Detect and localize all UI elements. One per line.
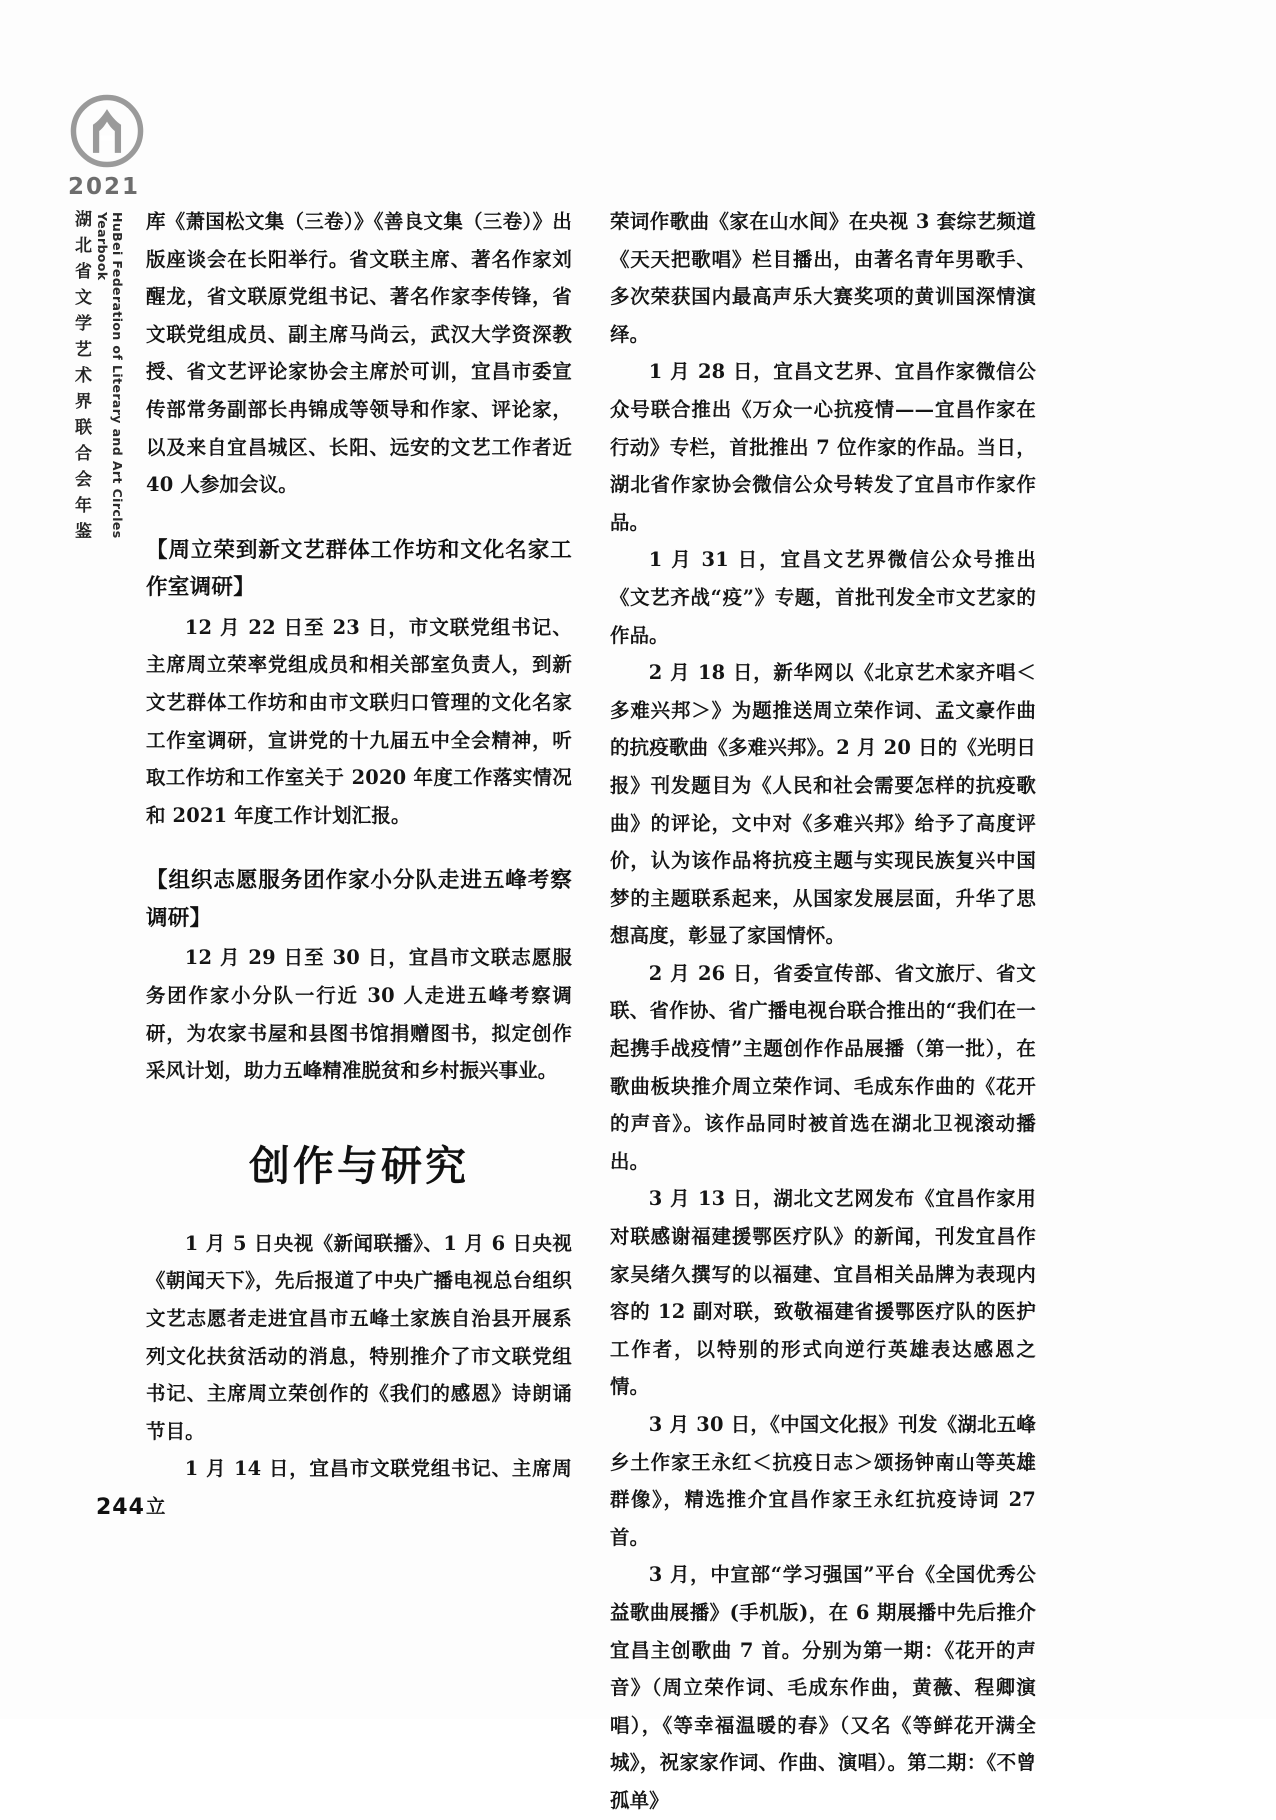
right-paragraph: 3 月 30 日，《中国文化报》刊发《湖北五峰乡土作家王永红＜抗疫日志＞颂扬钟南山等英雄群像》，精选推介宜昌作家王永红抗疫诗词 27 首。 [610, 1413, 1036, 1549]
part-title: 创作与研究 [249, 1141, 469, 1190]
section-heading-volunteer-team: 【组织志愿服务团作家小分队走进五峰考察调研】 [146, 868, 572, 931]
section-body-volunteer-team: 12 月 29 日至 30 日，宜昌市文联志愿服务团作家小分队一行近 30 人走进五峰考察调研，为农家书屋和县图书馆捐赠图书，拟定创作采风计划，助力五峰精准脱贫和乡村振兴事业。 [146, 946, 572, 1083]
spine-title-en: HuBei Federation of Literary and Art Circles Yearbook [95, 212, 125, 539]
right-paragraph: 2 月 18 日，新华网以《北京艺术家齐唱＜多难兴邦＞》为题推送周立荣作词、孟文豪作曲的抗疫歌曲《多难兴邦》。2 月 20 日的《光明日报》刊发题目为《人民和社会需要怎样的抗疫歌曲》的评论，文中对《多难兴邦》给予了高度评价，认为该作品将抗疫主题与实现民族复兴中国梦的主题联系起来，从国家发展层面，升华了思想高度，彰显了家国情怀。 [610, 661, 1036, 948]
part-paragraph: 1 月 14 日，宜昌市文联党组书记、主席周立 [146, 1457, 572, 1519]
spine-titles [72, 210, 134, 590]
continued-paragraph: 库《萧国松文集（三卷）》《善良文集（三卷）》出版座谈会在长阳举行。省文联主席、著名作家刘醒龙，省文联原党组书记、著名作家李传锋，省文联党组成员、副主席马尚云，武汉大学资深教授、省文艺评论家协会主席於可训，宜昌市委宣传部常务副部长冉锦成等领导和作家、评论家，以及来自宜昌城区、长阳、远安的文艺工作者近 40 人参加会议。 [146, 210, 572, 497]
hubei-federation-emblem-icon [68, 92, 146, 170]
year-label: 2021 [68, 174, 141, 200]
right-paragraph: 1 月 31 日，宜昌文艺界微信公众号推出《文艺齐战“疫”》专题，首批刊发全市文艺家的作品。 [610, 548, 1036, 647]
right-paragraph: 3 月，中宣部“学习强国”平台《全国优秀公益歌曲展播》(手机版)，在 6 期展播中先后推介宜昌主创歌曲 7 首。分别为第一期：《花开的声音》（周立荣作词、毛成东作曲，黄薇、程卿演唱），《等幸福温暖的春》（又名《等鲜花开满全城》，祝家家作词、作曲、演唱）。第二期：《不曾孤单》 [610, 1563, 1036, 1812]
right-paragraph: 1 月 28 日，宜昌文艺界、宜昌作家微信公众号联合推出《万众一心抗疫情——宜昌作家在行动》专栏，首批推出 7 位作家的作品。当日，湖北省作家协会微信公众号转发了宜昌市作家作品。 [610, 360, 1036, 534]
right-paragraph: 2 月 26 日，省委宣传部、省文旅厅、省文联、省作协、省广播电视台联合推出的“我们在一起携手战疫情”主题创作作品展播（第一批），在歌曲板块推介周立荣作词、毛成东作曲的《花开的声音》。该作品同时被首选在湖北卫视滚动播出。 [610, 961, 1036, 1173]
section-body-zhou-li-rong: 12 月 22 日至 23 日，市文联党组书记、主席周立荣率党组成员和相关部室负责人，到新文艺群体工作坊和由市文联归口管理的文化名家工作室调研，宣讲党的十九届五中全会精神，听取工作坊和工作室关于 2020 年度工作落实情况和 2021 年度工作计划汇报。 [146, 615, 572, 827]
right-paragraph: 荣词作歌曲《家在山水间》在央视 3 套综艺频道《天天把歌唱》栏目播出，由著名青年男歌手、多次荣获国内最高声乐大赛奖项的黄训国深情演绎。 [610, 210, 1036, 346]
page-number: 244 [96, 1495, 145, 1520]
section-heading-zhou-li-rong: 【周立荣到新文艺群体工作坊和文化名家工作室调研】 [146, 537, 572, 601]
spine-title-cn: 湖北省文学艺术界联合会年鉴 [71, 210, 91, 548]
left-column [146, 203, 572, 1526]
right-column [610, 203, 1036, 1820]
right-paragraph: 3 月 13 日，湖北文艺网发布《宜昌作家用对联感谢福建援鄂医疗队》的新闻，刊发宜昌作家吴绪久撰写的以福建、宜昌相关品牌为表现内容的 12 副对联，致敬福建省援鄂医疗队的医护工作者，以特别的形式向逆行英雄表达感恩之情。 [610, 1187, 1036, 1399]
masthead [68, 92, 178, 199]
part-paragraph: 1 月 5 日央视《新闻联播》、1 月 6 日央视《朝闻天下》，先后报道了中央广播电视总台组织文艺志愿者走进宜昌市五峰土家族自治县开展系列文化扶贫活动的消息，特别推介了市文联党组书记、主席周立荣创作的《我们的感恩》诗朗诵节目。 [146, 1231, 572, 1443]
